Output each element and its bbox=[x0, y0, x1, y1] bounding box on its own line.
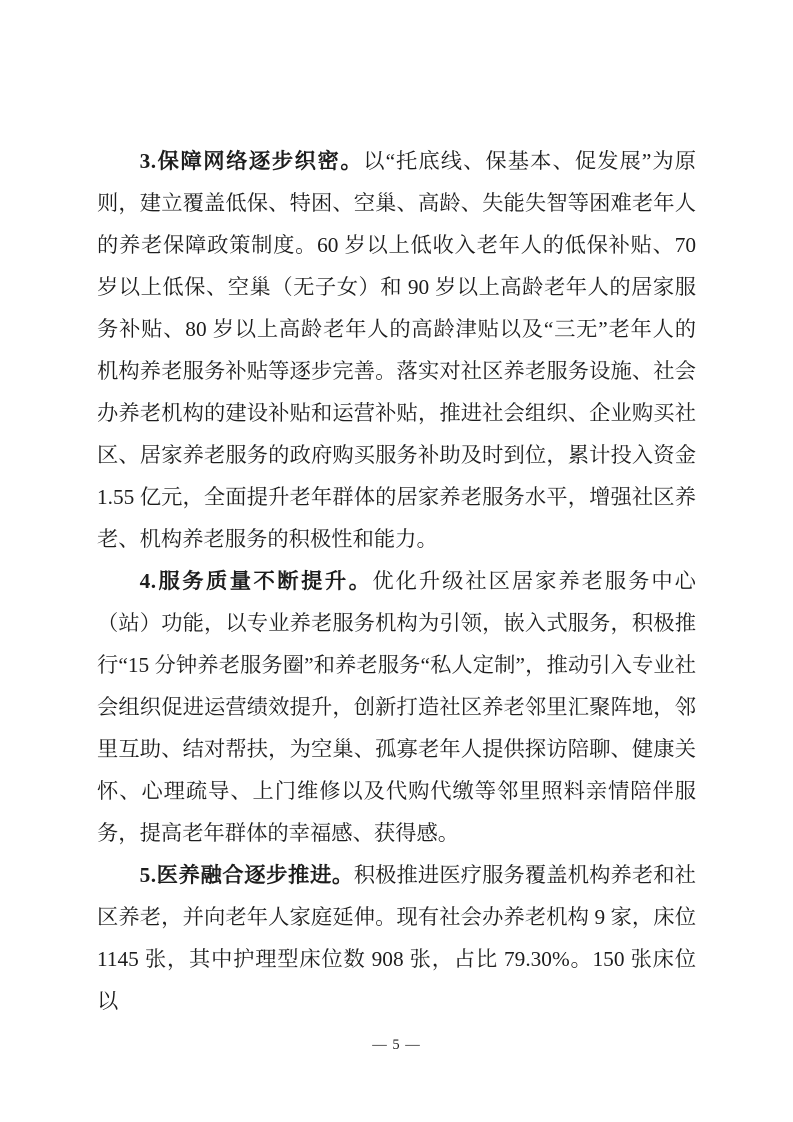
paragraph-5-text: 积极推进医疗服务覆盖机构养老和社区养老，并向老年人家庭延伸。现有社会办养老机构 9 家，床位 1145 张，其中护理型床位数 908 张，占比 79.30%。150 张床位以 bbox=[97, 863, 696, 1013]
paragraph-5 bbox=[97, 854, 696, 1022]
paragraph-3-heading: 3.保障网络逐步织密。 bbox=[139, 149, 364, 173]
page-number: — 5 — bbox=[372, 1037, 421, 1053]
paragraph-4-text: 优化升级社区居家养老服务中心（站）功能，以专业养老服务机构为引领，嵌入式服务，积极推行“15 分钟养老服务圈”和养老服务“私人定制”，推动引入专业社会组织促进运营绩效提升，创新打造社区养老邻里汇聚阵地，邻里互助、结对帮扶，为空巢、孤寡老年人提供探访陪聊、健康关怀、心理疏导、上门维修以及代购代缴等邻里照料亲情陪伴服务，提高老年群体的幸福感、获得感。 bbox=[97, 569, 696, 845]
paragraph-5-heading: 5.医养融合逐步推进。 bbox=[139, 863, 354, 887]
page-footer bbox=[0, 1035, 793, 1055]
paragraph-4 bbox=[97, 560, 696, 854]
paragraph-4-heading: 4.服务质量不断提升。 bbox=[139, 569, 373, 593]
paragraph-3-text: 以“托底线、保基本、促发展”为原则，建立覆盖低保、特困、空巢、高龄、失能失智等困难老年人的养老保障政策制度。60 岁以上低收入老年人的低保补贴、70 岁以上低保、空巢（无子女）和 90 岁以上高龄老年人的居家服务补贴、80 岁以上高龄老年人的高龄津贴以及“三无”老年人的机构养老服务补贴等逐步完善。落实对社区养老服务设施、社会办养老机构的建设补贴和运营补贴，推进社会组织、企业购买社区、居家养老服务的政府购买服务补助及时到位，累计投入资金 1.55 亿元，全面提升老年群体的居家养老服务水平，增强社区养老、机构养老服务的积极性和能力。 bbox=[97, 149, 696, 551]
document-body bbox=[97, 140, 696, 1022]
paragraph-3 bbox=[97, 140, 696, 560]
